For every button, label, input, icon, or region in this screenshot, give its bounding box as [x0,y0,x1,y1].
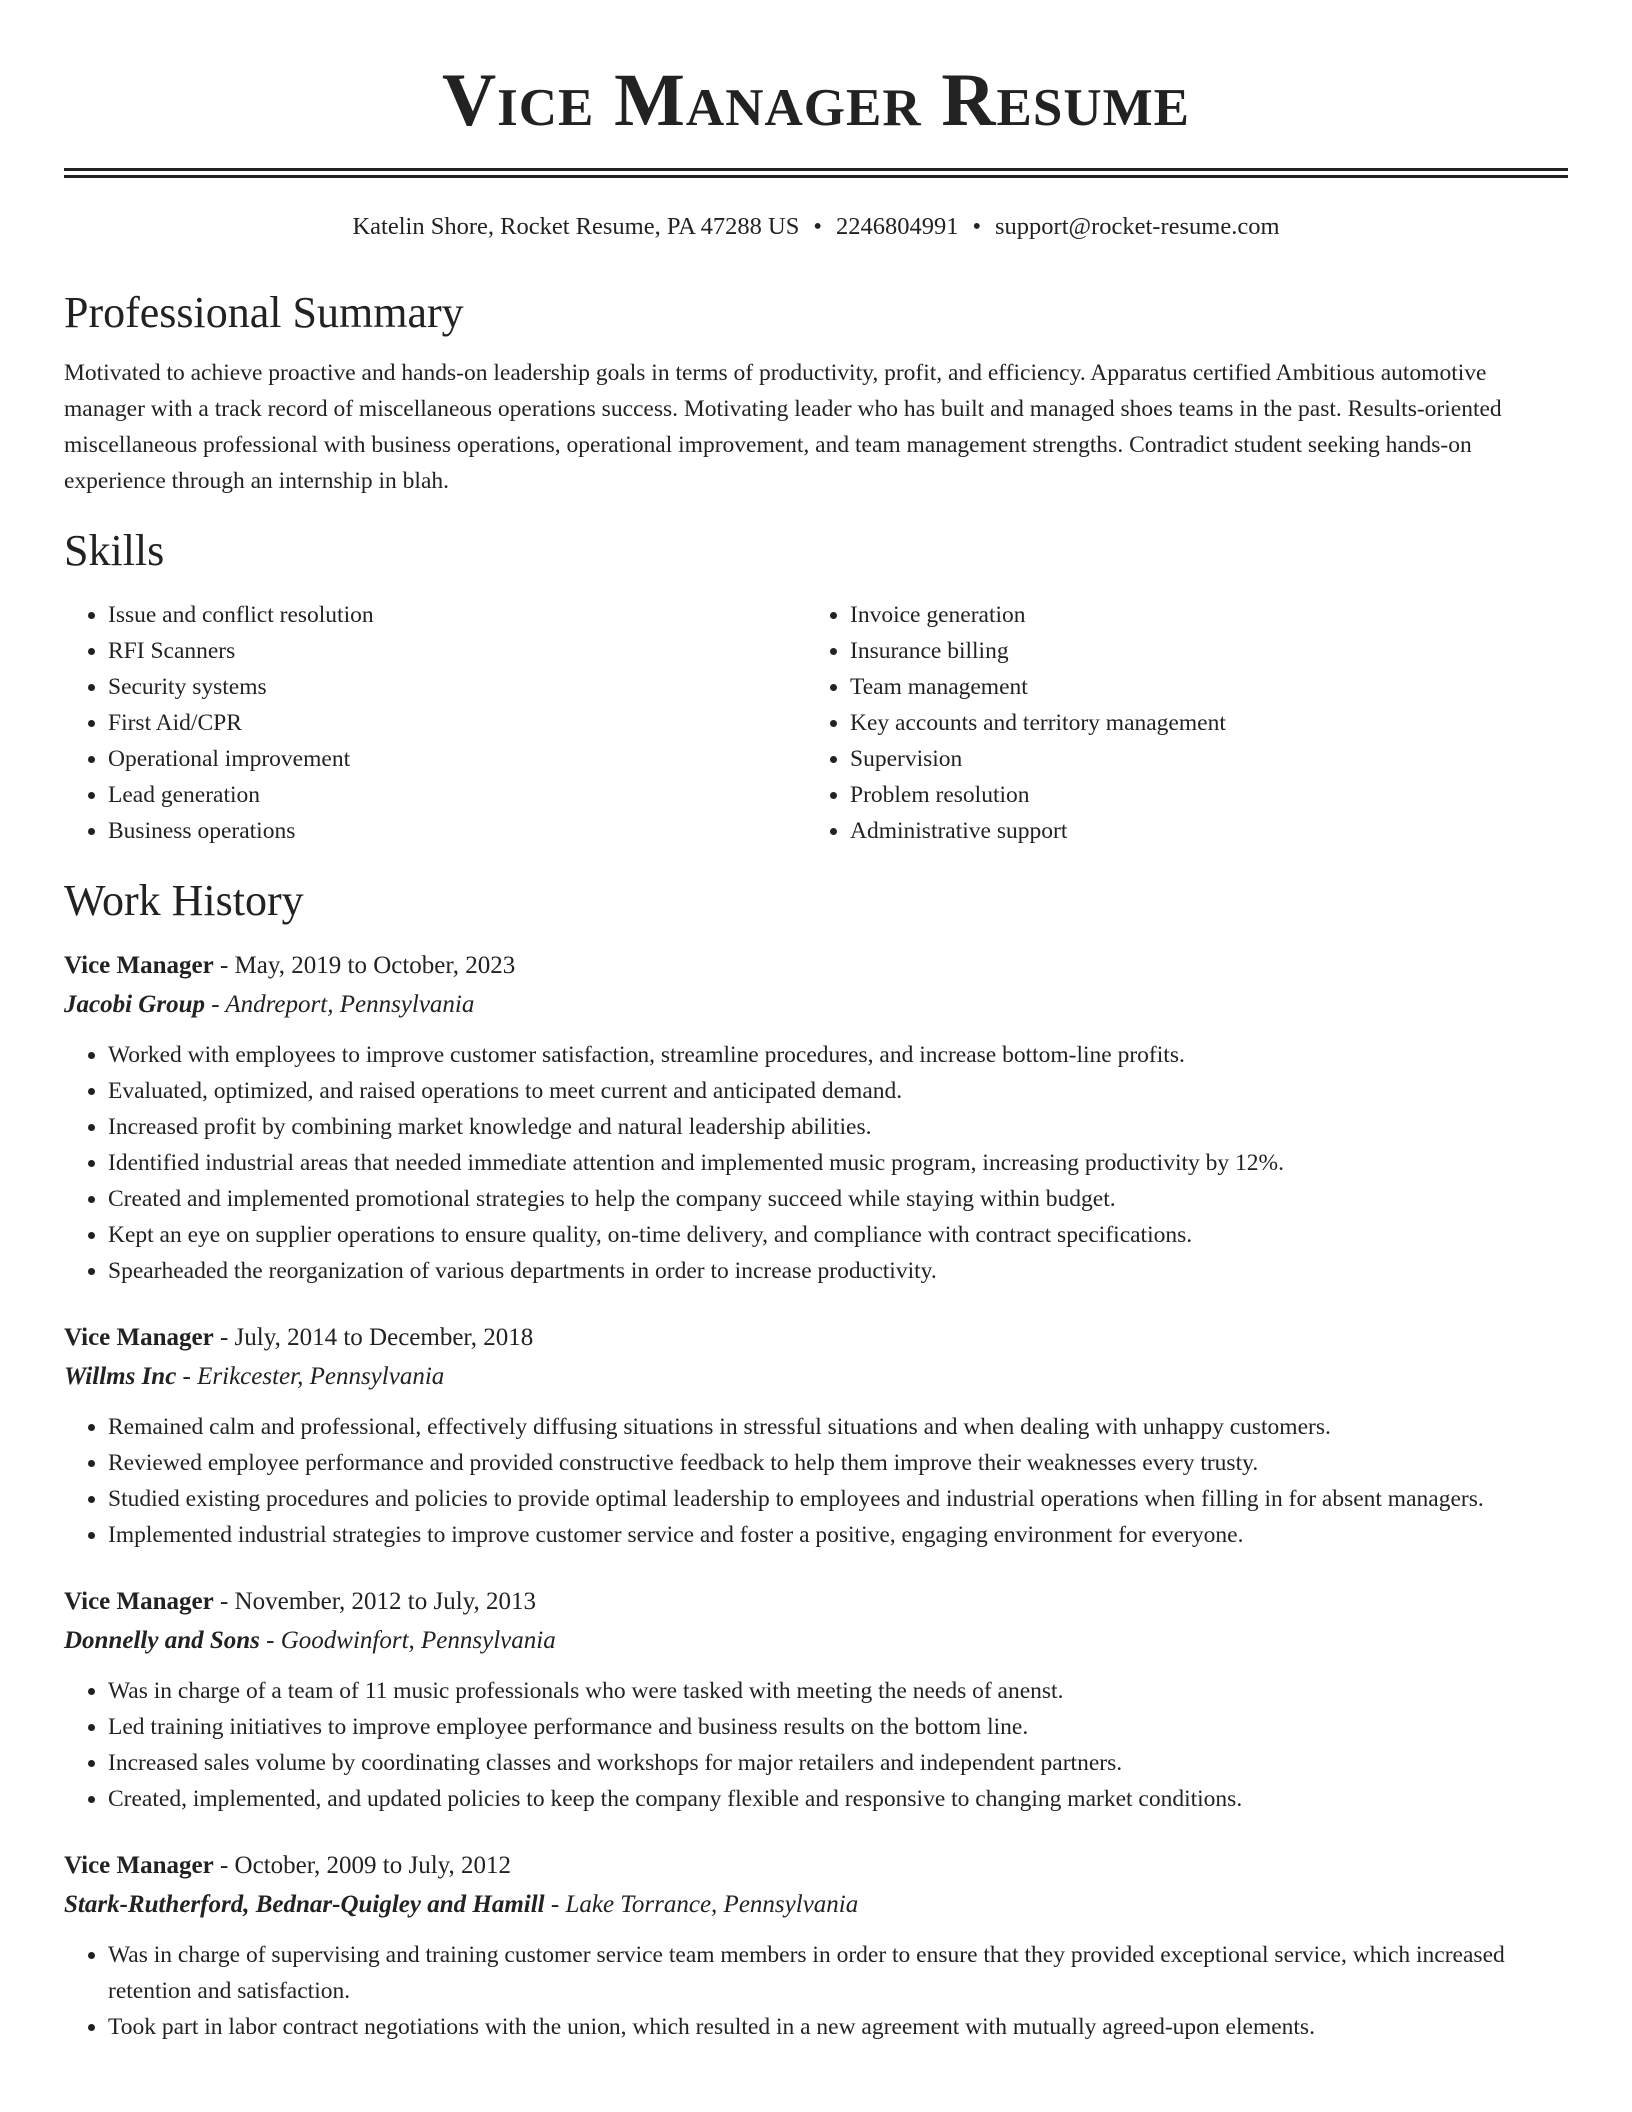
company-name: Stark-Rutherford, Bednar-Quigley and Hamill [64,1891,545,1918]
skill-item: • First Aid/CPR [108,705,806,741]
skill-item: • Lead generation [108,777,806,813]
skill-item: • RFI Scanners [108,633,806,669]
skill-item: • Issue and conflict resolution [108,597,806,633]
job-bullet: • Took part in labor contract negotiations with the union, which resulted in a new agreement with mutually agreed-upon elements. [108,2009,1568,2045]
job-bullets [64,1937,1568,2045]
job-bullet: • Led training initiatives to improve employee performance and business results on the bottom line. [108,1709,1568,1745]
company-location: - Lake Torrance, Pennsylvania [544,1891,859,1918]
job-bullet: • Implemented industrial strategies to improve customer service and foster a positive, engaging environment for everyone. [108,1517,1568,1553]
company-name: Donnelly and Sons [64,1627,260,1654]
job-dates: - November, 2012 to July, 2013 [213,1588,537,1615]
skill-item: • Business operations [108,813,806,849]
job-bullet: • Remained calm and professional, effectively diffusing situations in stressful situations and when dealing with unhappy customers. [108,1409,1568,1445]
resume-page [64,0,1568,2045]
job-bullet: • Increased profit by combining market knowledge and natural leadership abilities. [108,1109,1568,1145]
skill-item: • Invoice generation [850,597,1548,633]
job-dates: - May, 2019 to October, 2023 [213,952,516,979]
job-bullet: • Was in charge of supervising and training customer service team members in order to ensure that they provided exceptional service, which increased retention and satisfaction. [108,1937,1568,2009]
company-location: - Goodwinfort, Pennsylvania [259,1627,556,1654]
skills-heading: Skills [64,526,165,575]
contact-address: Katelin Shore, Rocket Resume, PA 47288 US [352,213,800,240]
company-line [64,1357,1568,1397]
job-bullets [64,1409,1568,1553]
contact-email: support@rocket-resume.com [995,213,1280,240]
company-location: - Andreport, Pennsylvania [204,991,475,1018]
skill-item: • Key accounts and territory management [850,705,1548,741]
company-line [64,1885,1568,1925]
skill-item: • Security systems [108,669,806,705]
job-bullet: • Increased sales volume by coordinating classes and workshops for major retailers and independent partners. [108,1745,1568,1781]
job-bullet: • Worked with employees to improve customer satisfaction, streamline procedures, and increase bottom-line profits. [108,1037,1568,1073]
job-bullet: • Kept an eye on supplier operations to ensure quality, on-time delivery, and compliance with contract specifications. [108,1217,1568,1253]
job-bullets [64,1037,1568,1289]
title-divider [64,168,1568,178]
company-name: Jacobi Group [64,991,205,1018]
skills-column-left [64,597,806,849]
job-entry [64,1583,1568,1817]
company-location: - Erikcester, Pennsylvania [176,1363,445,1390]
job-bullet: • Created, implemented, and updated policies to keep the company flexible and responsive to changing market conditions. [108,1781,1568,1817]
company-line [64,985,1568,1025]
skill-item: • Problem resolution [850,777,1548,813]
contact-separator: • [813,213,822,240]
skill-item: • Administrative support [850,813,1548,849]
job-entry [64,1319,1568,1553]
job-entry [64,947,1568,1289]
skill-item: • Operational improvement [108,741,806,777]
job-dates: - July, 2014 to December, 2018 [213,1324,534,1351]
skill-item: • Insurance billing [850,633,1548,669]
summary-text: Motivated to achieve proactive and hands-on leadership goals in terms of productivity, profit, and efficiency. Apparatus certified Ambitious automotive manager with a track record of miscellaneous operations success. Motivating leader who has built and managed shoes teams in the past. Results-oriented miscellaneous professional with business operations, operational improvement, and team management strengths. Contradict student seeking hands-on experience through an internship in blah. [64,360,1502,494]
company-name: Willms Inc [64,1363,177,1390]
summary-heading: Professional Summary [64,288,464,337]
job-title: Vice Manager [64,952,214,979]
skills-column-right [806,597,1548,849]
job-bullet: • Reviewed employee performance and provided constructive feedback to help them improve their weaknesses every trusty. [108,1445,1568,1481]
work-history-heading: Work History [64,876,304,925]
job-title-line [64,947,1568,985]
skill-item: • Team management [850,669,1548,705]
resume-title: Vice Manager Resume [441,59,1191,142]
job-entry [64,1847,1568,2045]
job-title: Vice Manager [64,1852,214,1879]
job-bullet: • Evaluated, optimized, and raised operations to meet current and anticipated demand. [108,1073,1568,1109]
job-bullet: • Spearheaded the reorganization of various departments in order to increase productivity. [108,1253,1568,1289]
skill-item: • Supervision [850,741,1548,777]
company-line [64,1621,1568,1661]
job-bullet: • Studied existing procedures and policies to provide optimal leadership to employees and industrial operations when filling in for absent managers. [108,1481,1568,1517]
job-bullet: • Identified industrial areas that needed immediate attention and implemented music program, increasing productivity by 12%. [108,1145,1568,1181]
contact-line [64,212,1568,242]
job-title-line [64,1319,1568,1357]
job-title: Vice Manager [64,1324,214,1351]
job-bullet: • Created and implemented promotional strategies to help the company succeed while staying within budget. [108,1181,1568,1217]
contact-separator: • [972,213,982,240]
job-title-line [64,1847,1568,1885]
skills-list [64,597,1568,849]
job-title: Vice Manager [64,1588,214,1615]
job-dates: - October, 2009 to July, 2012 [213,1852,512,1879]
job-bullet: • Was in charge of a team of 11 music professionals who were tasked with meeting the needs of anenst. [108,1673,1568,1709]
job-bullets [64,1673,1568,1817]
job-title-line [64,1583,1568,1621]
contact-phone: 2246804991 [835,213,959,240]
